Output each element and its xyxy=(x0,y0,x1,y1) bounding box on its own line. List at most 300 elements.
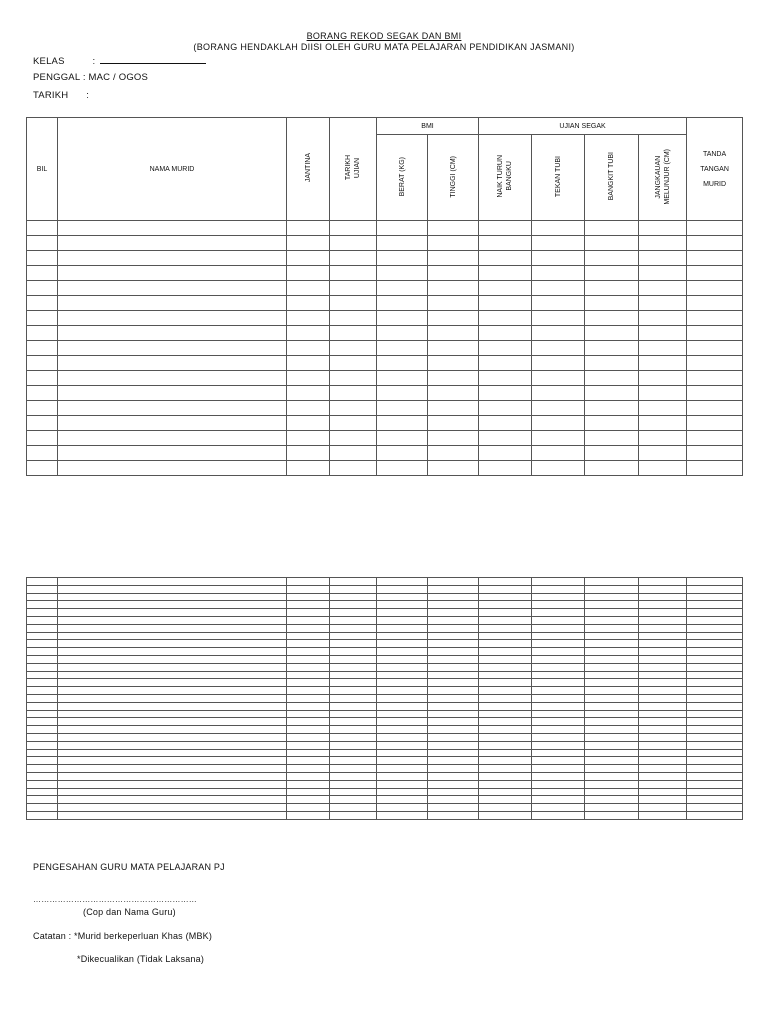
table-cell[interactable] xyxy=(377,671,428,679)
table-cell[interactable] xyxy=(585,624,639,632)
table-cell[interactable] xyxy=(377,679,428,687)
table-cell[interactable] xyxy=(479,687,532,695)
table-cell[interactable] xyxy=(639,780,687,788)
table-cell[interactable] xyxy=(428,679,479,687)
table-cell[interactable] xyxy=(287,311,330,326)
table-cell[interactable] xyxy=(585,311,639,326)
table-cell[interactable] xyxy=(377,765,428,773)
table-cell[interactable] xyxy=(479,772,532,780)
table-cell[interactable] xyxy=(585,326,639,341)
table-cell[interactable] xyxy=(27,593,58,601)
table-cell[interactable] xyxy=(639,733,687,741)
table-cell[interactable] xyxy=(330,640,377,648)
table-cell[interactable] xyxy=(287,765,330,773)
table-cell[interactable] xyxy=(585,356,639,371)
table-cell[interactable] xyxy=(27,221,58,236)
table-cell[interactable] xyxy=(532,663,585,671)
table-cell[interactable] xyxy=(687,671,743,679)
table-cell[interactable] xyxy=(27,416,58,431)
table-cell[interactable] xyxy=(687,718,743,726)
table-cell[interactable] xyxy=(532,726,585,734)
table-cell[interactable] xyxy=(687,609,743,617)
table-cell[interactable] xyxy=(287,601,330,609)
table-cell[interactable] xyxy=(639,671,687,679)
table-cell[interactable] xyxy=(330,687,377,695)
table-cell[interactable] xyxy=(27,757,58,765)
table-cell[interactable] xyxy=(27,624,58,632)
table-cell[interactable] xyxy=(532,648,585,656)
table-cell[interactable] xyxy=(428,710,479,718)
table-cell[interactable] xyxy=(687,341,743,356)
table-cell[interactable] xyxy=(330,780,377,788)
table-cell[interactable] xyxy=(330,624,377,632)
table-cell[interactable] xyxy=(687,401,743,416)
table-cell[interactable] xyxy=(532,710,585,718)
table-cell[interactable] xyxy=(428,371,479,386)
table-cell[interactable] xyxy=(377,811,428,819)
table-cell[interactable] xyxy=(287,585,330,593)
table-cell[interactable] xyxy=(27,765,58,773)
table-cell[interactable] xyxy=(27,796,58,804)
table-cell[interactable] xyxy=(330,679,377,687)
table-cell[interactable] xyxy=(687,632,743,640)
table-cell[interactable] xyxy=(287,811,330,819)
table-cell[interactable] xyxy=(639,640,687,648)
table-cell[interactable] xyxy=(330,446,377,461)
table-cell[interactable] xyxy=(532,741,585,749)
table-cell[interactable] xyxy=(428,694,479,702)
table-cell[interactable] xyxy=(377,640,428,648)
table-cell[interactable] xyxy=(287,266,330,281)
table-cell[interactable] xyxy=(585,578,639,586)
table-cell[interactable] xyxy=(58,296,287,311)
table-cell[interactable] xyxy=(639,251,687,266)
table-cell[interactable] xyxy=(287,796,330,804)
table-cell[interactable] xyxy=(585,796,639,804)
table-cell[interactable] xyxy=(479,710,532,718)
table-cell[interactable] xyxy=(377,446,428,461)
table-cell[interactable] xyxy=(479,416,532,431)
table-cell[interactable] xyxy=(330,341,377,356)
table-cell[interactable] xyxy=(27,311,58,326)
table-cell[interactable] xyxy=(287,671,330,679)
table-cell[interactable] xyxy=(687,281,743,296)
table-cell[interactable] xyxy=(287,416,330,431)
table-cell[interactable] xyxy=(287,371,330,386)
table-cell[interactable] xyxy=(428,780,479,788)
table-cell[interactable] xyxy=(479,431,532,446)
table-cell[interactable] xyxy=(585,341,639,356)
table-cell[interactable] xyxy=(532,811,585,819)
table-cell[interactable] xyxy=(58,585,287,593)
table-cell[interactable] xyxy=(377,251,428,266)
table-cell[interactable] xyxy=(479,804,532,812)
table-cell[interactable] xyxy=(639,386,687,401)
table-cell[interactable] xyxy=(27,811,58,819)
table-cell[interactable] xyxy=(479,609,532,617)
table-cell[interactable] xyxy=(687,663,743,671)
table-cell[interactable] xyxy=(532,236,585,251)
table-cell[interactable] xyxy=(687,702,743,710)
table-cell[interactable] xyxy=(27,710,58,718)
table-cell[interactable] xyxy=(377,796,428,804)
table-cell[interactable] xyxy=(58,671,287,679)
table-cell[interactable] xyxy=(639,416,687,431)
table-cell[interactable] xyxy=(479,341,532,356)
table-cell[interactable] xyxy=(330,431,377,446)
table-cell[interactable] xyxy=(377,356,428,371)
table-cell[interactable] xyxy=(479,221,532,236)
table-cell[interactable] xyxy=(428,811,479,819)
table-cell[interactable] xyxy=(532,679,585,687)
table-cell[interactable] xyxy=(585,718,639,726)
table-cell[interactable] xyxy=(687,788,743,796)
table-cell[interactable] xyxy=(428,386,479,401)
table-cell[interactable] xyxy=(27,609,58,617)
table-cell[interactable] xyxy=(330,694,377,702)
table-cell[interactable] xyxy=(532,780,585,788)
table-cell[interactable] xyxy=(377,624,428,632)
table-cell[interactable] xyxy=(687,710,743,718)
table-cell[interactable] xyxy=(377,585,428,593)
table-cell[interactable] xyxy=(687,780,743,788)
table-cell[interactable] xyxy=(27,281,58,296)
table-cell[interactable] xyxy=(27,356,58,371)
table-cell[interactable] xyxy=(687,386,743,401)
table-cell[interactable] xyxy=(58,609,287,617)
table-cell[interactable] xyxy=(27,341,58,356)
table-cell[interactable] xyxy=(639,788,687,796)
table-cell[interactable] xyxy=(687,749,743,757)
table-cell[interactable] xyxy=(639,446,687,461)
table-cell[interactable] xyxy=(58,401,287,416)
table-cell[interactable] xyxy=(330,251,377,266)
table-cell[interactable] xyxy=(58,593,287,601)
table-cell[interactable] xyxy=(532,694,585,702)
table-cell[interactable] xyxy=(428,311,479,326)
table-cell[interactable] xyxy=(532,609,585,617)
table-cell[interactable] xyxy=(532,356,585,371)
table-cell[interactable] xyxy=(428,446,479,461)
table-cell[interactable] xyxy=(428,221,479,236)
table-cell[interactable] xyxy=(585,733,639,741)
table-cell[interactable] xyxy=(428,655,479,663)
table-cell[interactable] xyxy=(687,371,743,386)
table-cell[interactable] xyxy=(639,601,687,609)
table-cell[interactable] xyxy=(428,326,479,341)
table-cell[interactable] xyxy=(585,296,639,311)
table-cell[interactable] xyxy=(287,710,330,718)
table-cell[interactable] xyxy=(639,648,687,656)
table-cell[interactable] xyxy=(287,640,330,648)
table-cell[interactable] xyxy=(377,461,428,476)
table-cell[interactable] xyxy=(58,772,287,780)
table-cell[interactable] xyxy=(330,616,377,624)
table-cell[interactable] xyxy=(687,616,743,624)
table-cell[interactable] xyxy=(330,609,377,617)
table-cell[interactable] xyxy=(58,624,287,632)
table-cell[interactable] xyxy=(687,446,743,461)
table-cell[interactable] xyxy=(428,609,479,617)
table-cell[interactable] xyxy=(585,386,639,401)
table-cell[interactable] xyxy=(687,811,743,819)
table-cell[interactable] xyxy=(287,609,330,617)
table-cell[interactable] xyxy=(287,702,330,710)
table-cell[interactable] xyxy=(330,671,377,679)
table-cell[interactable] xyxy=(287,679,330,687)
table-cell[interactable] xyxy=(428,601,479,609)
table-cell[interactable] xyxy=(585,687,639,695)
table-cell[interactable] xyxy=(479,311,532,326)
table-cell[interactable] xyxy=(479,694,532,702)
table-cell[interactable] xyxy=(532,601,585,609)
table-cell[interactable] xyxy=(585,757,639,765)
table-cell[interactable] xyxy=(287,326,330,341)
table-cell[interactable] xyxy=(428,593,479,601)
table-cell[interactable] xyxy=(479,733,532,741)
table-cell[interactable] xyxy=(479,718,532,726)
table-cell[interactable] xyxy=(687,601,743,609)
table-cell[interactable] xyxy=(479,780,532,788)
table-cell[interactable] xyxy=(687,765,743,773)
table-cell[interactable] xyxy=(27,632,58,640)
table-cell[interactable] xyxy=(58,710,287,718)
table-cell[interactable] xyxy=(287,749,330,757)
table-cell[interactable] xyxy=(532,341,585,356)
table-cell[interactable] xyxy=(687,648,743,656)
table-cell[interactable] xyxy=(27,655,58,663)
table-cell[interactable] xyxy=(58,655,287,663)
table-cell[interactable] xyxy=(330,221,377,236)
table-cell[interactable] xyxy=(479,765,532,773)
table-cell[interactable] xyxy=(428,733,479,741)
table-cell[interactable] xyxy=(377,694,428,702)
table-cell[interactable] xyxy=(287,431,330,446)
table-cell[interactable] xyxy=(639,593,687,601)
table-cell[interactable] xyxy=(428,749,479,757)
table-cell[interactable] xyxy=(330,266,377,281)
table-cell[interactable] xyxy=(479,726,532,734)
table-cell[interactable] xyxy=(585,632,639,640)
table-cell[interactable] xyxy=(330,741,377,749)
table-cell[interactable] xyxy=(687,687,743,695)
table-cell[interactable] xyxy=(58,811,287,819)
table-cell[interactable] xyxy=(58,687,287,695)
table-cell[interactable] xyxy=(687,236,743,251)
table-cell[interactable] xyxy=(585,726,639,734)
table-cell[interactable] xyxy=(428,236,479,251)
table-cell[interactable] xyxy=(639,710,687,718)
table-cell[interactable] xyxy=(27,386,58,401)
table-cell[interactable] xyxy=(639,772,687,780)
table-cell[interactable] xyxy=(639,281,687,296)
table-cell[interactable] xyxy=(330,648,377,656)
table-cell[interactable] xyxy=(428,757,479,765)
table-cell[interactable] xyxy=(287,616,330,624)
table-cell[interactable] xyxy=(287,757,330,765)
table-cell[interactable] xyxy=(479,616,532,624)
table-cell[interactable] xyxy=(428,266,479,281)
table-cell[interactable] xyxy=(639,632,687,640)
table-cell[interactable] xyxy=(330,356,377,371)
table-cell[interactable] xyxy=(377,386,428,401)
table-cell[interactable] xyxy=(58,461,287,476)
table-cell[interactable] xyxy=(479,648,532,656)
table-cell[interactable] xyxy=(639,311,687,326)
table-cell[interactable] xyxy=(287,578,330,586)
table-cell[interactable] xyxy=(687,416,743,431)
table-cell[interactable] xyxy=(377,687,428,695)
table-cell[interactable] xyxy=(377,780,428,788)
table-cell[interactable] xyxy=(287,663,330,671)
table-cell[interactable] xyxy=(330,710,377,718)
table-cell[interactable] xyxy=(377,401,428,416)
table-cell[interactable] xyxy=(585,749,639,757)
table-cell[interactable] xyxy=(428,251,479,266)
table-cell[interactable] xyxy=(532,221,585,236)
table-cell[interactable] xyxy=(377,702,428,710)
table-cell[interactable] xyxy=(639,679,687,687)
table-cell[interactable] xyxy=(27,371,58,386)
table-cell[interactable] xyxy=(58,236,287,251)
table-cell[interactable] xyxy=(532,788,585,796)
table-cell[interactable] xyxy=(687,311,743,326)
table-cell[interactable] xyxy=(58,266,287,281)
table-cell[interactable] xyxy=(58,251,287,266)
table-cell[interactable] xyxy=(532,431,585,446)
table-cell[interactable] xyxy=(532,446,585,461)
table-cell[interactable] xyxy=(479,236,532,251)
table-cell[interactable] xyxy=(479,266,532,281)
table-cell[interactable] xyxy=(330,585,377,593)
table-cell[interactable] xyxy=(479,757,532,765)
table-cell[interactable] xyxy=(27,640,58,648)
table-cell[interactable] xyxy=(639,811,687,819)
table-cell[interactable] xyxy=(27,601,58,609)
table-cell[interactable] xyxy=(377,757,428,765)
table-cell[interactable] xyxy=(532,593,585,601)
table-cell[interactable] xyxy=(287,780,330,788)
table-cell[interactable] xyxy=(377,772,428,780)
table-cell[interactable] xyxy=(585,679,639,687)
table-cell[interactable] xyxy=(377,416,428,431)
table-cell[interactable] xyxy=(639,578,687,586)
table-cell[interactable] xyxy=(687,356,743,371)
table-cell[interactable] xyxy=(58,431,287,446)
table-cell[interactable] xyxy=(428,431,479,446)
table-cell[interactable] xyxy=(687,624,743,632)
table-cell[interactable] xyxy=(639,616,687,624)
table-cell[interactable] xyxy=(27,679,58,687)
table-cell[interactable] xyxy=(428,648,479,656)
table-cell[interactable] xyxy=(639,718,687,726)
table-cell[interactable] xyxy=(532,585,585,593)
table-cell[interactable] xyxy=(428,671,479,679)
table-cell[interactable] xyxy=(585,648,639,656)
table-cell[interactable] xyxy=(532,632,585,640)
table-cell[interactable] xyxy=(532,371,585,386)
table-cell[interactable] xyxy=(27,251,58,266)
table-cell[interactable] xyxy=(639,796,687,804)
table-cell[interactable] xyxy=(27,780,58,788)
table-cell[interactable] xyxy=(687,694,743,702)
table-cell[interactable] xyxy=(58,741,287,749)
table-cell[interactable] xyxy=(585,401,639,416)
table-cell[interactable] xyxy=(428,401,479,416)
table-cell[interactable] xyxy=(27,401,58,416)
table-cell[interactable] xyxy=(330,796,377,804)
table-cell[interactable] xyxy=(287,446,330,461)
table-cell[interactable] xyxy=(27,726,58,734)
table-cell[interactable] xyxy=(687,578,743,586)
table-cell[interactable] xyxy=(287,281,330,296)
table-cell[interactable] xyxy=(287,741,330,749)
table-cell[interactable] xyxy=(58,726,287,734)
table-cell[interactable] xyxy=(532,655,585,663)
table-cell[interactable] xyxy=(479,788,532,796)
table-cell[interactable] xyxy=(58,757,287,765)
table-cell[interactable] xyxy=(639,296,687,311)
table-cell[interactable] xyxy=(287,718,330,726)
table-cell[interactable] xyxy=(479,796,532,804)
table-cell[interactable] xyxy=(639,726,687,734)
table-cell[interactable] xyxy=(532,757,585,765)
table-cell[interactable] xyxy=(287,341,330,356)
table-cell[interactable] xyxy=(58,733,287,741)
table-cell[interactable] xyxy=(330,296,377,311)
table-cell[interactable] xyxy=(479,578,532,586)
table-cell[interactable] xyxy=(377,609,428,617)
table-cell[interactable] xyxy=(330,788,377,796)
table-cell[interactable] xyxy=(532,401,585,416)
table-cell[interactable] xyxy=(287,788,330,796)
table-cell[interactable] xyxy=(27,687,58,695)
table-cell[interactable] xyxy=(58,632,287,640)
table-cell[interactable] xyxy=(330,601,377,609)
table-cell[interactable] xyxy=(687,296,743,311)
table-cell[interactable] xyxy=(377,632,428,640)
table-cell[interactable] xyxy=(428,281,479,296)
table-cell[interactable] xyxy=(377,296,428,311)
table-cell[interactable] xyxy=(377,710,428,718)
table-cell[interactable] xyxy=(428,726,479,734)
table-cell[interactable] xyxy=(639,624,687,632)
table-cell[interactable] xyxy=(377,718,428,726)
table-cell[interactable] xyxy=(585,609,639,617)
table-cell[interactable] xyxy=(330,311,377,326)
table-cell[interactable] xyxy=(377,749,428,757)
table-cell[interactable] xyxy=(479,640,532,648)
table-cell[interactable] xyxy=(532,733,585,741)
table-cell[interactable] xyxy=(585,461,639,476)
table-cell[interactable] xyxy=(532,326,585,341)
table-cell[interactable] xyxy=(377,601,428,609)
table-cell[interactable] xyxy=(330,416,377,431)
table-cell[interactable] xyxy=(377,281,428,296)
table-cell[interactable] xyxy=(532,640,585,648)
table-cell[interactable] xyxy=(585,788,639,796)
table-cell[interactable] xyxy=(639,236,687,251)
table-cell[interactable] xyxy=(58,780,287,788)
table-cell[interactable] xyxy=(330,702,377,710)
table-cell[interactable] xyxy=(639,687,687,695)
table-cell[interactable] xyxy=(687,326,743,341)
table-cell[interactable] xyxy=(585,616,639,624)
table-cell[interactable] xyxy=(532,749,585,757)
table-cell[interactable] xyxy=(687,585,743,593)
table-cell[interactable] xyxy=(585,266,639,281)
table-cell[interactable] xyxy=(287,624,330,632)
